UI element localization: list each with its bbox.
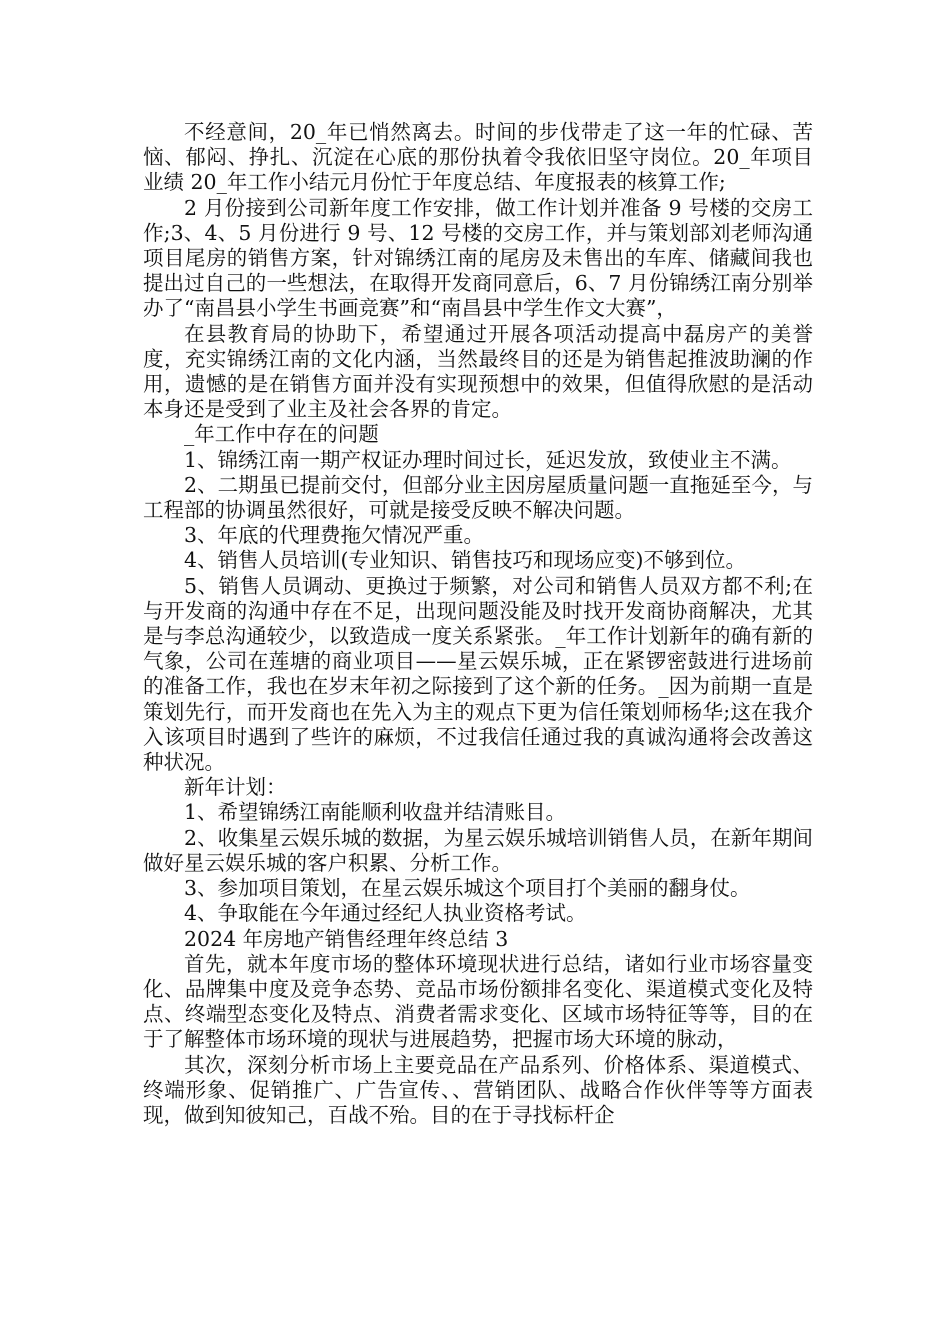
section-heading-problems: _年工作中存在的问题 (184, 422, 379, 447)
section-title-summary-3: 2024 年房地产销售经理年终总结 3 (184, 926, 509, 951)
problem-item-3: 3、年底的代理费拖欠情况严重。 (184, 523, 485, 548)
plan-item-1: 1、希望锦绣江南能顺利收盘并结清账目。 (184, 800, 567, 825)
paragraph-education-activities: 在县教育局的协助下，希望通过开展各项活动提高中磊房产的美誉度，充实锦绣江南的文化内涵，当然最终目的还是为销售起推波助澜的作用，遗憾的是在销售方面并没有实现预想中的效果，但值得欣慰的是活动本身还是受到了业主及社会各界的肯定。 (143, 321, 813, 422)
problem-item-5: 5、销售人员调动、更换过于频繁，对公司和销售人员双方都不利;在与开发商的沟通中存在不足，出现问题没能及时找开发商协商解决，尤其是与李总沟通较少，以致造成一度关系紧张。_年工作计划新年的确有新的气象，公司在莲塘的商业项目——星云娱乐城，正在紧锣密鼓进行进场前的准备工作，我也在岁末年初之际接到了这个新的任务。_因为前期一直是策划先行，而开发商也在先入为主的观点下更为信任策划师杨华;这在我介入该项目时遇到了些许的麻烦，不过我信任通过我的真诚沟通将会改善这种状况。 (143, 573, 813, 775)
problem-item-1: 1、锦绣江南一期产权证办理时间过长，延迟发放，致使业主不满。 (184, 447, 792, 472)
plan-item-2: 2、收集星云娱乐城的数据，为星云娱乐城培训销售人员，在新年期间做好星云娱乐城的客户积累、分析工作。 (143, 825, 813, 875)
paragraph-competitor-analysis: 其次，深刻分析市场上主要竞品在产品系列、价格体系、渠道模式、终端形象、促销推广、广告宣传、、营销团队、战略合作伙伴等等方面表现，做到知彼知己，百战不殆。目的在于寻找标杆企 (143, 1052, 813, 1127)
document-body (143, 120, 813, 1128)
paragraph-market-environment: 首先，就本年度市场的整体环境现状进行总结，诸如行业市场容量变化、品牌集中度及竞争态势、竞品市场份额排名变化、渠道模式变化及特点、终端型态变化及特点、消费者需求变化、区域市场特征等等，目的在于了解整体市场环境的现状与进展趋势，把握市场大环境的脉动， (143, 951, 813, 1052)
plan-item-3: 3、参加项目策划，在星云娱乐城这个项目打个美丽的翻身仗。 (184, 876, 751, 901)
plan-item-4: 4、争取能在今年通过经纪人执业资格考试。 (184, 901, 587, 926)
paragraph-intro: 不经意间，20_年已悄然离去。时间的步伐带走了这一年的忙碌、苦恼、郁闷、挣扎、沉淀在心底的那份执着令我依旧坚守岗位。20_年项目业绩 20_年工作小结元月份忙于年度总结、年度报表的核算工作; (143, 120, 813, 195)
paragraph-work-schedule: 2 月份接到公司新年度工作安排，做工作计划并准备 9 号楼的交房工作;3、4、5 月份进行 9 号、12 号楼的交房工作，并与策划部刘老师沟通项目尾房的销售方案，针对锦绣江南的尾房及未售出的车库、储藏间我也提出过自己的一些想法，在取得开发商同意后，6、7 月份锦绣江南分别举办了“南昌县小学生书画竞赛”和“南昌县中学生作文大赛”， (143, 195, 813, 321)
problem-item-4: 4、销售人员培训(专业知识、销售技巧和现场应变)不够到位。 (184, 548, 747, 573)
problem-item-2: 2、二期虽已提前交付，但部分业主因房屋质量问题一直拖延至今，与工程部的协调虽然很好，可就是接受反映不解决问题。 (143, 472, 813, 523)
section-heading-new-year-plan: 新年计划： (184, 775, 287, 800)
